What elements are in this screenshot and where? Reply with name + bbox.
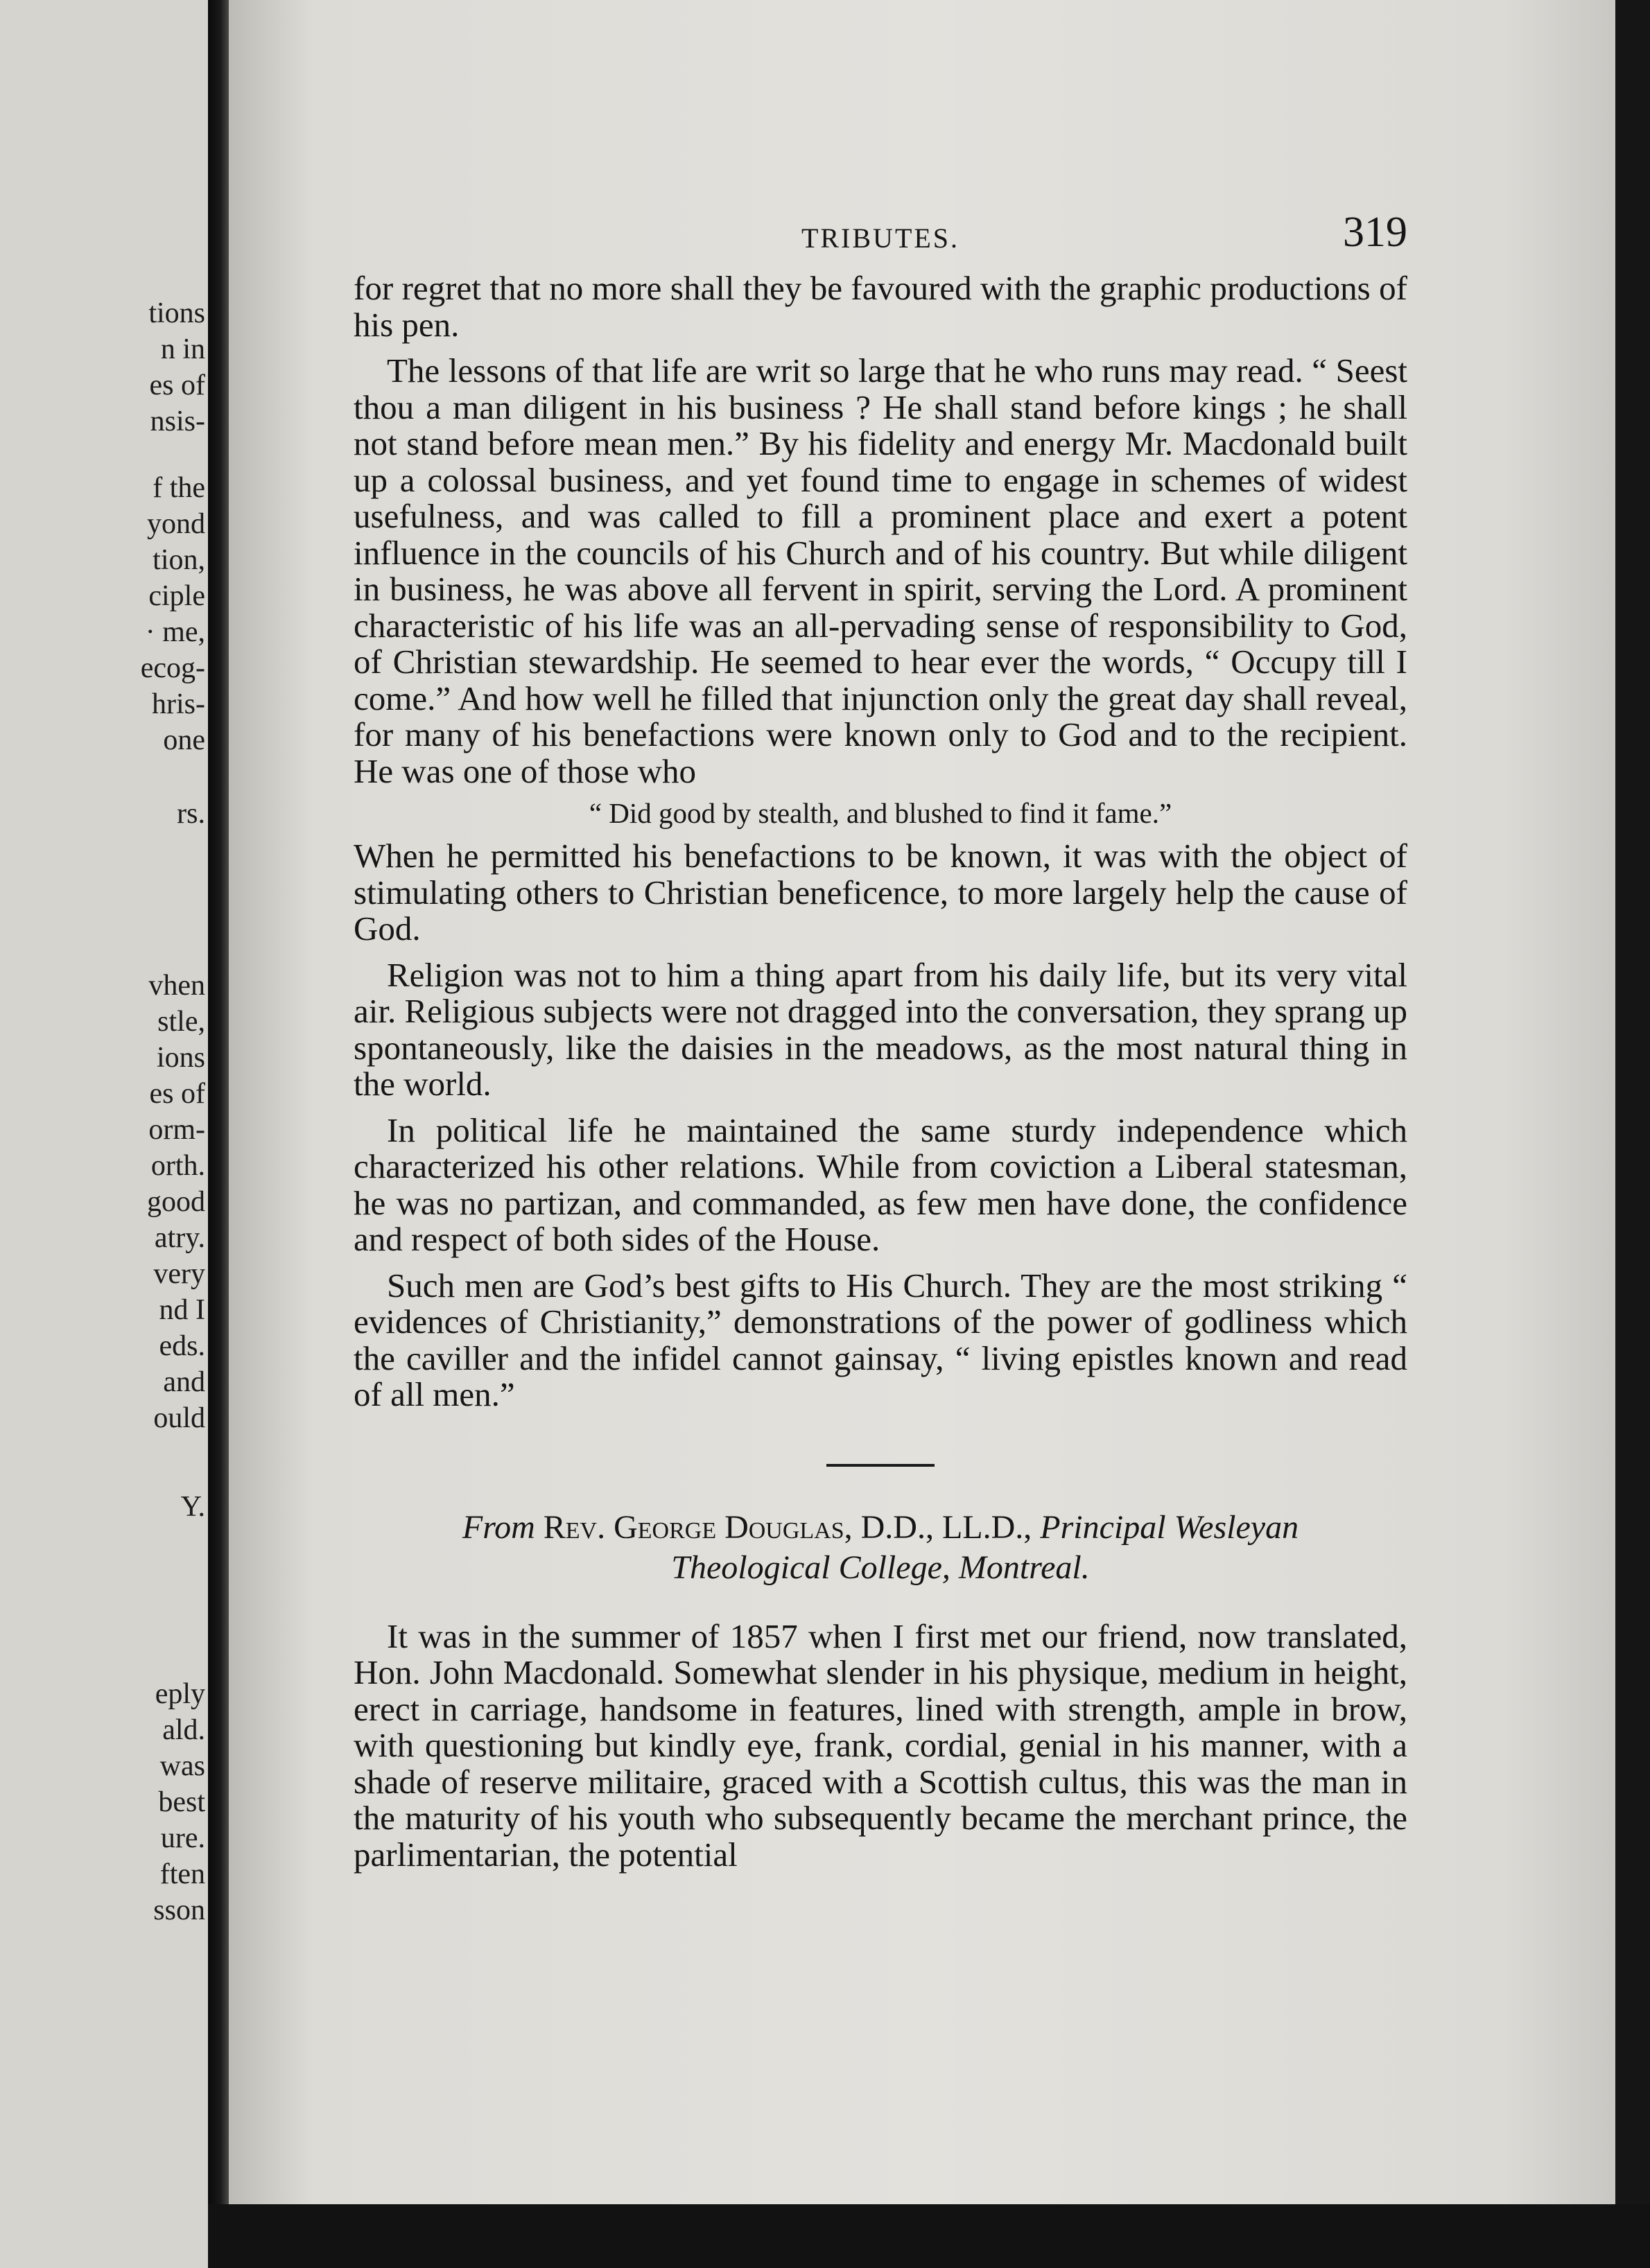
facing-page-text-fragment: and [163, 1366, 205, 1398]
facing-page-text-fragment: es of [149, 369, 205, 401]
page-content [354, 208, 1407, 1873]
facing-page-text-fragment: ure. [160, 1822, 205, 1854]
facing-page-text-fragment: one [163, 724, 205, 756]
facing-page-text-fragment: was [159, 1750, 205, 1782]
section-attribution [354, 1508, 1407, 1588]
facing-page-text-fragment: tion, [153, 544, 205, 576]
running-head: TRIBUTES. [801, 223, 960, 254]
attribution-from: From [462, 1508, 535, 1546]
facing-page-text-fragment: ould [153, 1402, 205, 1434]
attribution-title: Principal Wesleyan [1040, 1508, 1299, 1546]
paragraph: for regret that no more shall they be favoured with the graphic productions of his pen. [354, 269, 1407, 344]
facing-page-text-fragment: rs. [177, 798, 205, 830]
facing-page-text-fragment: · me, [145, 616, 205, 648]
paragraph: The lessons of that life are writ so large that he who runs may read. “ Seest thou a man diligent in his business ? He shall stand before kings ; he shall not stand before mean men.” By his fidelity and energy Mr. Macdonald built up a colossal business, and yet found time to engage in schemes of widest usefulness, and was called to fill a prominent place and exert a potent influence in the councils of his Church and of his country. But while diligent in business, he was above all fervent in spirit, serving the Lord. A prominent characteristic of his life was an all-pervading sense of responsibility to God, of Christian stewardship. He seemed to hear ever the words, “ Occupy till I come.” And how well he filled that injunction only the great day shall reveal, for many of his benefactions were known only to God and to the recipient. He was one of those who [354, 351, 1407, 790]
facing-page-text-fragment: hris- [152, 688, 205, 720]
facing-page-text-fragment: orth. [150, 1150, 205, 1182]
page-number: 319 [1343, 209, 1407, 256]
facing-page-text-fragment: ald. [162, 1714, 205, 1746]
facing-page-text-fragment: n in [160, 333, 205, 365]
facing-page-text-fragment: tions [148, 297, 205, 329]
facing-page-text-fragment: atry. [154, 1222, 205, 1254]
facing-page-text-fragment: nd I [159, 1294, 205, 1326]
attribution-name: Rev. George Douglas, D.D., LL.D., [543, 1508, 1032, 1546]
facing-page-text-fragment: eds. [159, 1330, 205, 1362]
paragraph: In political life he maintained the same sturdy independence which characterized his other relations. While from coviction a Liberal statesman, he was no partizan, and commanded, as few men have done, the confidence and respect of both sides of the House. [354, 1110, 1407, 1258]
facing-page-text-fragment: ften [159, 1858, 205, 1890]
facing-page-text-fragment: good [147, 1186, 205, 1218]
section-divider [354, 1458, 1407, 1470]
facing-page-text-fragment: Y. [180, 1491, 205, 1523]
page-header [354, 208, 1407, 270]
scan-border-right [1615, 0, 1650, 2268]
facing-page-text-fragment: stle, [157, 1006, 205, 1038]
facing-page-text-fragment: f the [153, 472, 205, 504]
facing-page-text-fragment: eply [155, 1678, 205, 1710]
facing-page-text-fragment: vhen [148, 970, 205, 1002]
scan-border-bottom [208, 2204, 1650, 2268]
facing-page-text-fragment: ions [156, 1042, 205, 1074]
paragraph: When he permitted his benefactions to be known, it was with the object of stimulating others to Christian beneficence, to more largely help the cause of God. [354, 837, 1407, 948]
facing-page-text-fragment: ecog- [140, 652, 205, 684]
facing-page-text-fragment: sson [153, 1894, 205, 1926]
block-quote: “ Did good by stealth, and blushed to find it fame.” [589, 797, 1172, 829]
paragraph: Such men are God’s best gifts to His Church. They are the most striking “ evidences of Christianity,” demonstrations of the power of godliness which the caviller and the infidel cannot gainsay, “ living epistles known and read of all men.” [354, 1266, 1407, 1413]
attribution-institution: Theological College, Montreal. [671, 1549, 1090, 1586]
facing-page-fragment [0, 0, 208, 2268]
book-gutter [208, 0, 229, 2268]
facing-page-text-fragment: ciple [148, 580, 205, 612]
facing-page-text-fragment: very [153, 1258, 205, 1290]
facing-page-text-fragment: es of [149, 1078, 205, 1110]
facing-page-text-fragment: nsis- [150, 405, 205, 437]
facing-page-text-fragment: orm- [148, 1114, 205, 1146]
facing-page-text-fragment: best [158, 1786, 205, 1818]
paragraph: It was in the summer of 1857 when I first met our friend, now translated, Hon. John Macdonald. Somewhat slender in his physique, medium in height, erect in carriage, handsome in features, lined with strength, ample in brow, with questioning but kindly eye, frank, cordial, genial in his manner, with a shade of reserve militaire, graced with a Scottish cultus, this was the man in the maturity of his youth who subsequently became the merchant prince, the parlimentarian, the potential [354, 1616, 1407, 1874]
facing-page-text-fragment: yond [147, 508, 205, 540]
paragraph: Religion was not to him a thing apart from his daily life, but its very vital air. Religious subjects were not dragged into the conversation, they sprang up spontaneously, like the daisies in the meadows, as the most natural thing in the world. [354, 955, 1408, 1103]
